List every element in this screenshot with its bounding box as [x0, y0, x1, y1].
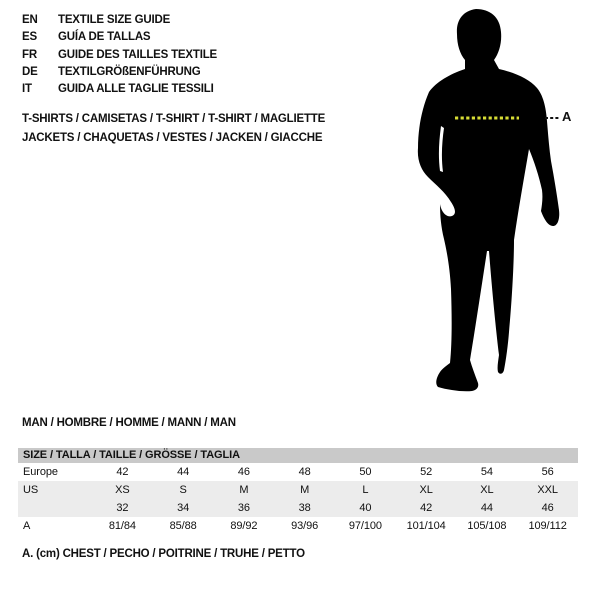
size-table-header: SIZE / TALLA / TAILLE / GRÖSSE / TAGLIA — [18, 448, 578, 463]
size-cell: L — [362, 484, 369, 496]
language-label: TEXTILGRÖßENFÜHRUNG — [58, 65, 201, 78]
man-silhouette-path — [418, 9, 559, 391]
size-cell: 48 — [298, 466, 311, 478]
language-code: DE — [22, 65, 38, 78]
language-label: GUÍA DE TALLAS — [58, 31, 151, 44]
size-cell: M — [239, 484, 249, 496]
language-label: GUIDE DES TAILLES TEXTILE — [58, 48, 217, 61]
size-cell: 32 — [116, 502, 129, 514]
size-cell: 93/96 — [291, 520, 319, 532]
size-cell: 34 — [177, 502, 190, 514]
size-row-label — [18, 499, 92, 517]
size-cell: 42 — [116, 466, 129, 478]
size-cell: 56 — [541, 466, 554, 478]
size-cell: 44 — [177, 466, 190, 478]
size-row-label: A — [23, 520, 31, 532]
size-cell: 40 — [359, 502, 372, 514]
size-cell: 42 — [420, 502, 433, 514]
language-row — [22, 81, 217, 98]
chest-measure-label: A — [562, 109, 572, 124]
size-table — [18, 448, 578, 535]
size-cell: 81/84 — [108, 520, 136, 532]
size-table-row — [18, 517, 578, 535]
language-label: TEXTILE SIZE GUIDE — [58, 14, 171, 26]
size-cell: S — [179, 484, 187, 496]
product-category-line: T-SHIRTS / CAMISETAS / T-SHIRT / T-SHIRT / MAGLIETTE — [22, 113, 326, 125]
size-cell: 52 — [420, 466, 433, 478]
size-row-label: US — [23, 484, 39, 496]
language-label: GUIDA ALLE TAGLIE TESSILI — [58, 83, 214, 96]
size-cell: 36 — [237, 502, 250, 514]
size-cell: 50 — [359, 466, 372, 478]
language-code: IT — [22, 83, 32, 96]
product-category-line: JACKETS / CHAQUETAS / VESTES / JACKEN / GIACCHE — [22, 131, 323, 144]
language-row — [22, 29, 217, 46]
size-row-label: Europe — [23, 466, 58, 478]
size-table-row — [18, 481, 578, 499]
language-code: ES — [22, 31, 37, 44]
size-cell: XXL — [537, 484, 558, 496]
size-cell: 97/100 — [348, 520, 382, 532]
size-table-row — [18, 463, 578, 481]
size-cell: 105/108 — [467, 520, 507, 532]
language-list — [22, 12, 217, 98]
size-cell: XL — [480, 484, 494, 496]
size-cell: 109/112 — [528, 520, 567, 532]
size-table-row — [18, 499, 578, 517]
gender-heading: MAN / HOMBRE / HOMME / MANN / MAN — [22, 417, 236, 429]
language-row — [22, 12, 217, 29]
language-row — [22, 47, 217, 64]
size-table-body — [18, 463, 578, 535]
product-categories — [22, 110, 325, 147]
size-cell: XL — [419, 484, 433, 496]
size-cell: 54 — [480, 466, 493, 478]
size-cell: XS — [115, 484, 130, 496]
size-cell: 101/104 — [406, 520, 446, 532]
size-cell: 44 — [480, 502, 493, 514]
size-cell: 46 — [541, 502, 554, 514]
language-row — [22, 64, 217, 81]
size-cell: 46 — [237, 466, 250, 478]
man-silhouette-figure — [410, 5, 575, 400]
size-cell: 38 — [298, 502, 311, 514]
size-cell: M — [300, 484, 310, 496]
size-cell: 85/88 — [169, 520, 197, 532]
language-code: EN — [22, 14, 38, 26]
language-code: FR — [22, 48, 37, 61]
size-cell: 89/92 — [230, 520, 258, 532]
measurement-footnote: A. (cm) CHEST / PECHO / POITRINE / TRUHE / PETTO — [22, 548, 305, 560]
